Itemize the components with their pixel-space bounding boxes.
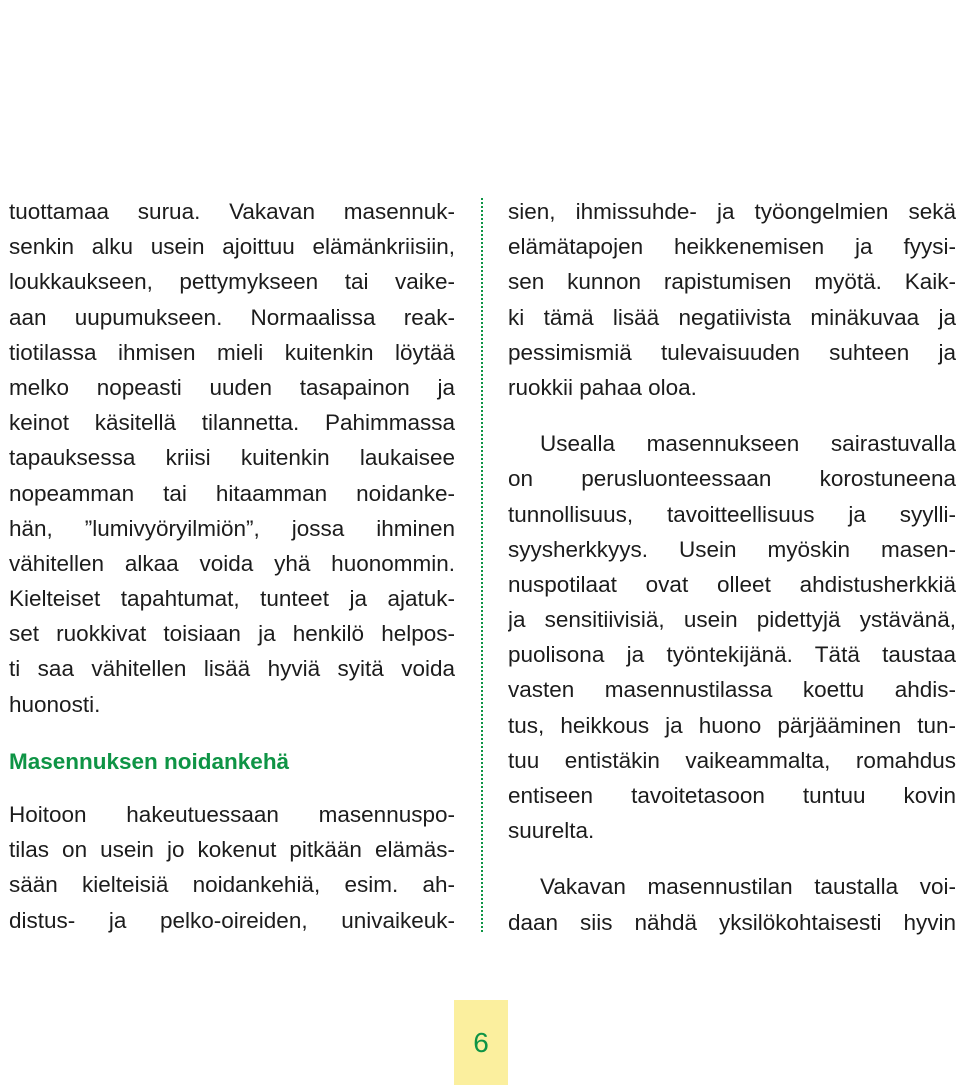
text-line: senkin alku usein ajoittuu elämänkriisiin, — [9, 234, 455, 260]
text-line: entiseen tavoitetasoon tuntuu kovin — [508, 783, 956, 808]
page-number-box — [454, 1000, 508, 1085]
left-column — [9, 194, 455, 938]
text-line: on perusluonteessaan korostuneena — [508, 466, 956, 492]
text-line: nopeamman tai hitaamman noidanke- — [9, 480, 455, 506]
text-line: keinot käsitellä tilannetta. Pahimmassa — [9, 410, 455, 436]
text-line: tuu entistäkin vaikeammalta, romahdus — [508, 747, 956, 773]
right-paragraph-2 — [508, 426, 956, 848]
text-line: ki tämä lisää negatiivista minäkuvaa ja — [508, 304, 956, 330]
text-line: hän, ”lumivyöryilmiön”, jossa ihminen — [9, 515, 455, 541]
text-line: Hoitoon hakeutuessaan masennuspo- — [9, 802, 455, 827]
right-paragraph-3 — [508, 869, 956, 939]
text-line: tiotilassa ihmisen mieli kuitenkin löytää — [9, 339, 455, 365]
page-number: 6 — [473, 1026, 489, 1058]
text-line: Vakavan masennustilan taustalla voi- — [540, 874, 956, 900]
text-line: tus, heikkous ja huono pärjääminen tun- — [508, 712, 956, 738]
text-line: ti saa vähitellen lisää hyviä syitä voida — [9, 656, 455, 682]
text-line: vähitellen alkaa voida yhä huonommin. — [9, 550, 455, 576]
text-line: huonosti. — [9, 691, 101, 717]
text-line: nuspotilaat ovat olleet ahdistusherkkiä — [508, 571, 956, 597]
text-line: syysherkkyys. Usein myöskin masen- — [508, 536, 956, 562]
text-line: sen kunnon rapistumisen myötä. Kaik- — [508, 269, 956, 295]
text-line: aan uupumukseen. Normaalissa reak- — [9, 304, 455, 330]
text-line: vasten masennustilassa koettu ahdis- — [508, 677, 956, 703]
text-line: sien, ihmissuhde- ja työongelmien sekä — [508, 199, 956, 224]
text-line: elämätapojen heikkenemisen ja fyysi- — [508, 234, 956, 260]
text-line: tuottamaa surua. Vakavan masennuk- — [9, 199, 455, 224]
text-line: suurelta. — [508, 818, 595, 844]
left-paragraph-1 — [9, 194, 455, 722]
text-line: ruokkii pahaa oloa. — [508, 374, 697, 400]
text-line: ja sensitiivisiä, usein pidettyjä ystävänä, — [508, 607, 956, 633]
text-line: melko nopeasti uuden tasapainon ja — [9, 374, 455, 400]
text-line: puolisona ja työntekijänä. Tätä taustaa — [508, 642, 956, 668]
text-line: pessimismiä tulevaisuuden suhteen ja — [508, 339, 956, 365]
text-line: tapauksessa kriisi kuitenkin laukaisee — [9, 445, 455, 471]
text-line: set ruokkivat toisiaan ja henkilö helpos- — [9, 621, 455, 647]
text-line: Kielteiset tapahtumat, tunteet ja ajatuk- — [9, 586, 455, 612]
column-divider — [481, 198, 483, 932]
text-line: distus- ja pelko-oireiden, univaikeuk- — [9, 907, 455, 933]
text-line: sään kielteisiä noidankehiä, esim. ah- — [9, 872, 455, 898]
text-line: loukkaukseen, pettymykseen tai vaike- — [9, 269, 455, 295]
right-paragraph-1 — [508, 194, 956, 405]
text-line: tilas on usein jo kokenut pitkään elämäs- — [9, 837, 455, 863]
text-line: daan siis nähdä yksilökohtaisesti hyvin — [508, 909, 956, 935]
left-paragraph-2 — [9, 797, 455, 938]
text-line: Usealla masennukseen sairastuvalla — [540, 431, 956, 457]
right-column — [508, 194, 956, 940]
section-heading: Masennuksen noidankehä — [9, 748, 290, 774]
text-line: tunnollisuus, tavoitteellisuus ja syylli- — [508, 501, 956, 527]
